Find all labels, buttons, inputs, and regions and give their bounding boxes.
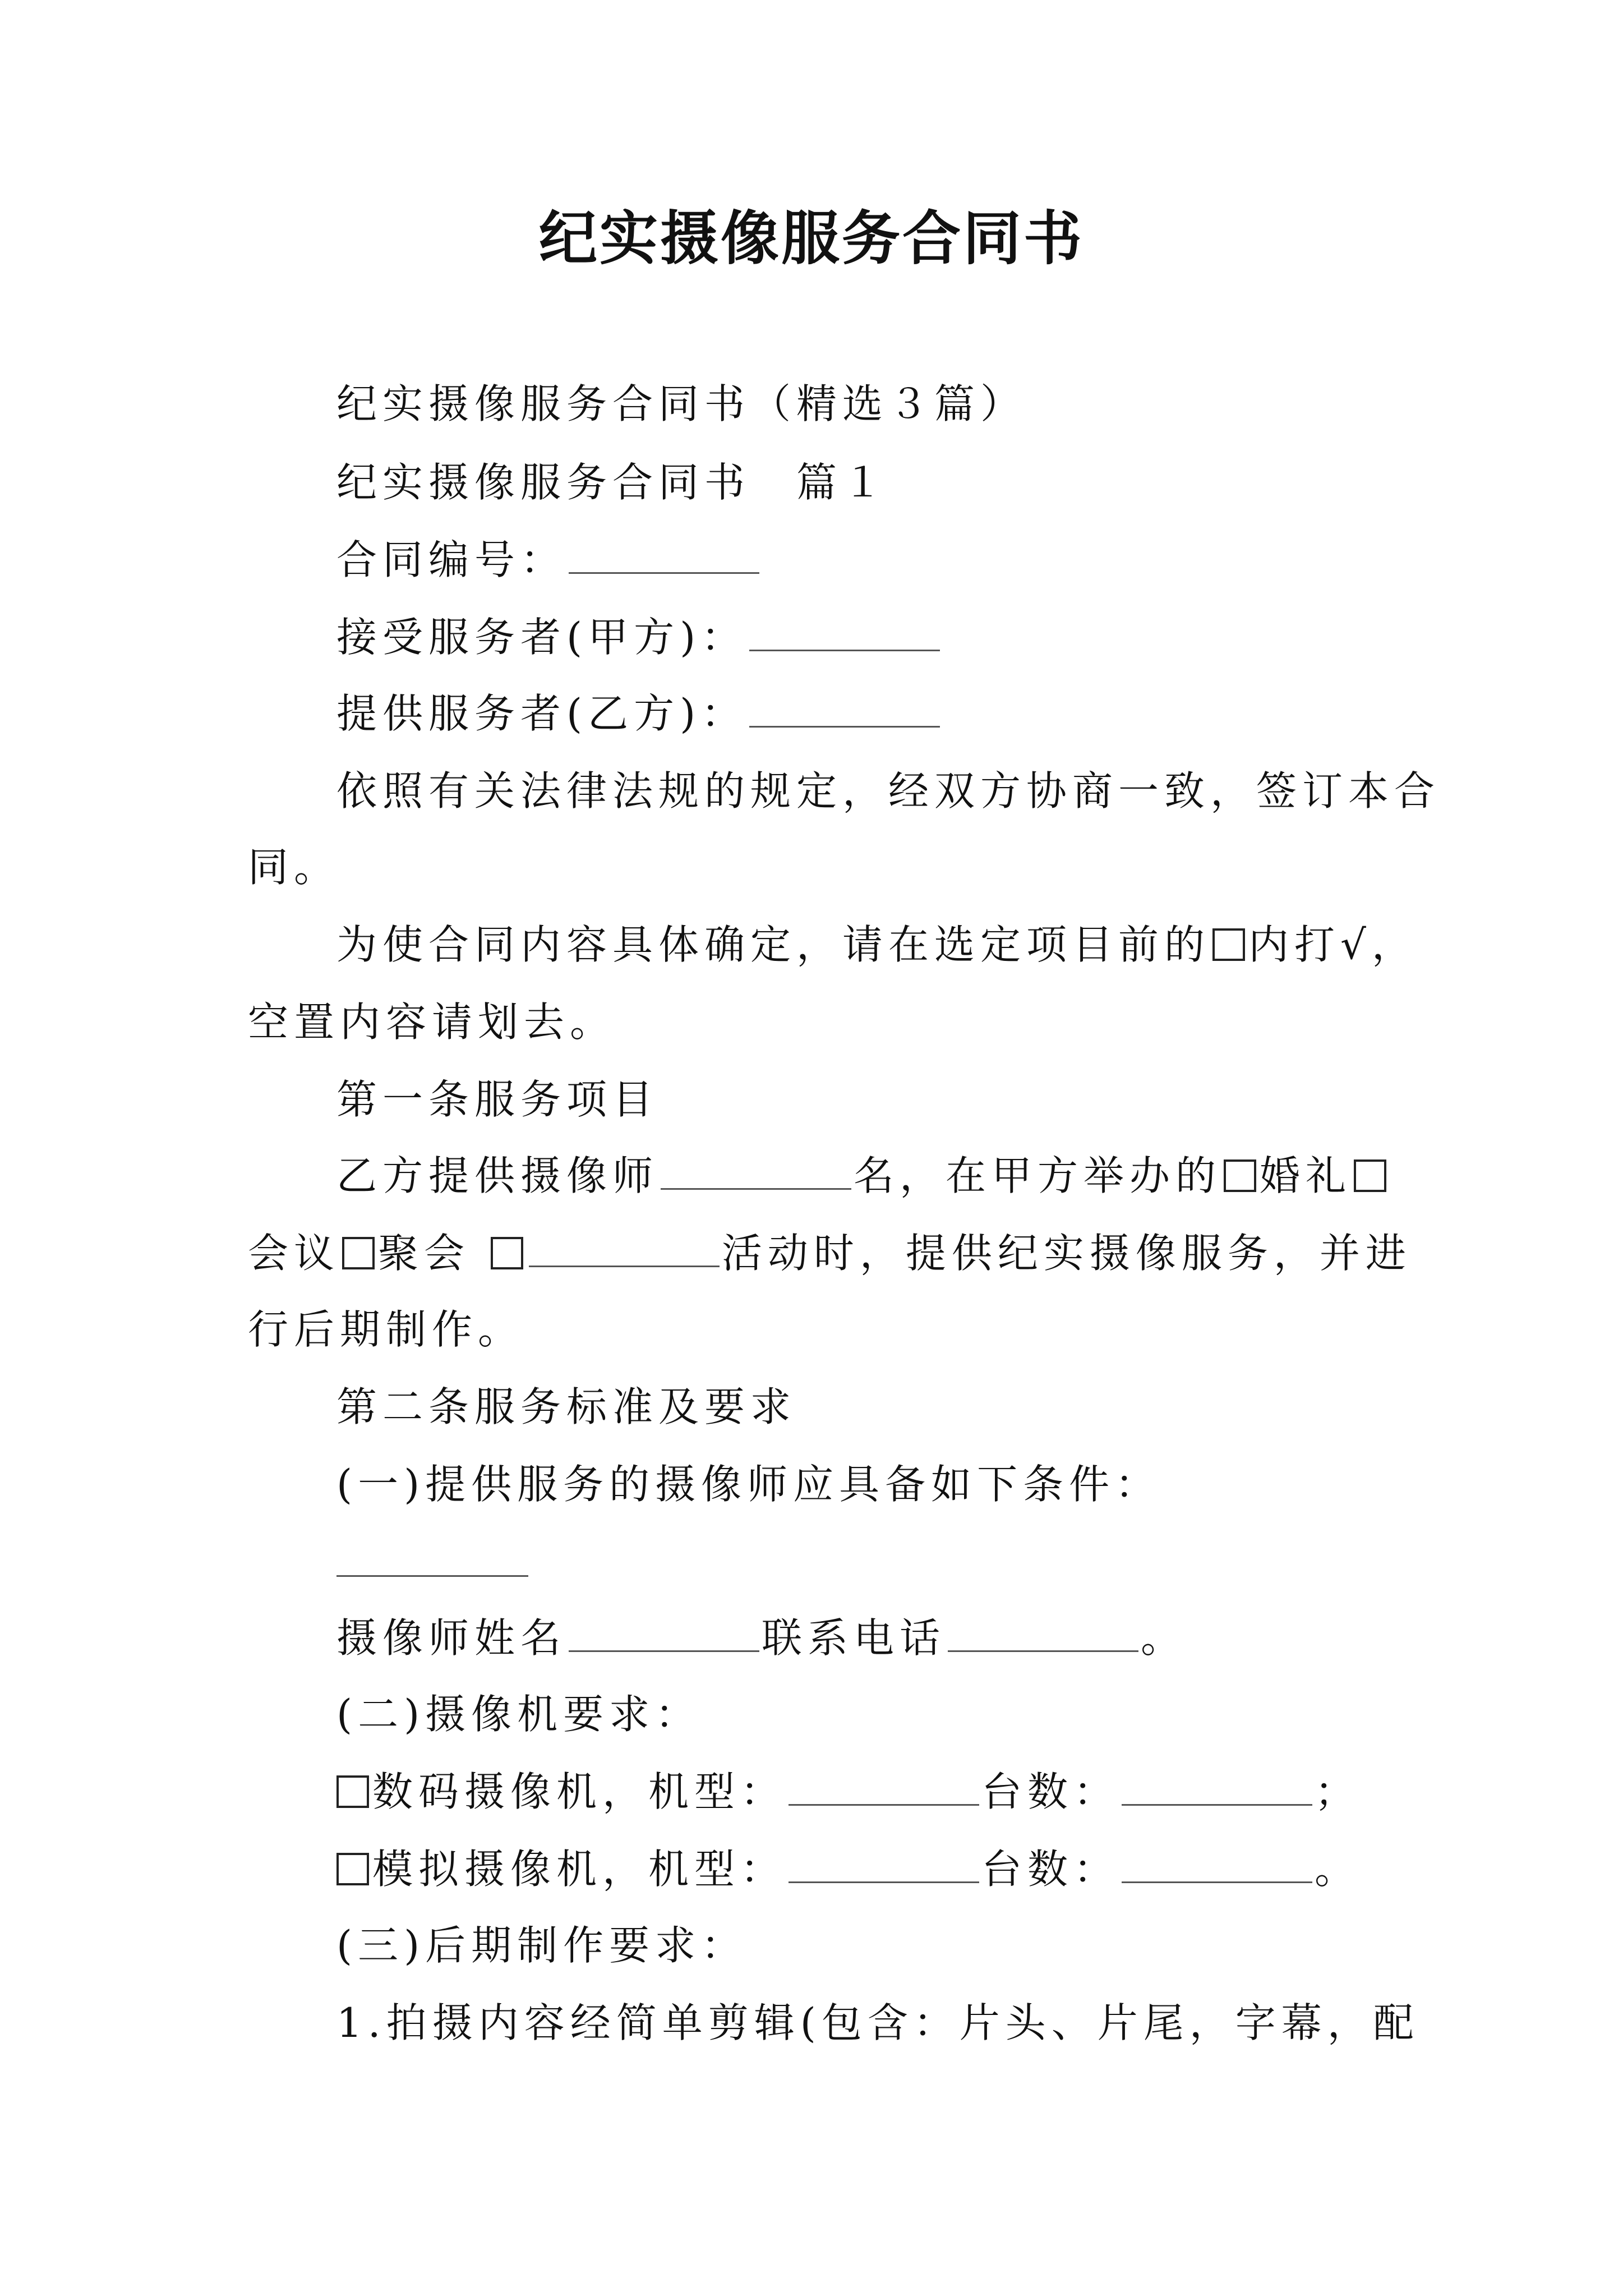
post-item-1-text: 1.拍摄内容经简单剪辑(包含：片头、片尾，字幕，配: [336, 1999, 1419, 2046]
instruction-text-2: 空置内容请划去。: [248, 999, 616, 1046]
digital-count-label: 台数：: [981, 1768, 1120, 1815]
contact-phone-label: 联系电话: [762, 1614, 946, 1662]
analog-camera-checkbox[interactable]: [336, 1853, 369, 1885]
article-1-line-1: [336, 1148, 1390, 1204]
item-3-text: (三)后期制作要求：: [336, 1922, 748, 1969]
photographer-name-label: 摄像师姓名: [336, 1614, 567, 1662]
analog-camera-line: [336, 1841, 1361, 1897]
document-title: 纪实摄像服务合同书: [538, 204, 1084, 273]
article-1-text-1b: 名，在甲方举办的: [854, 1152, 1222, 1199]
analog-count-blank[interactable]: [1122, 1877, 1312, 1883]
post-production-item-1: [336, 1995, 1419, 2051]
analog-model-blank[interactable]: [789, 1877, 979, 1883]
digital-camera-line: [336, 1764, 1361, 1820]
instruction-text-1a: 为使合同内容具体确定，请在选定项目前的: [336, 921, 1211, 968]
photographer-name-blank[interactable]: [569, 1646, 759, 1652]
article-2-heading-text: 第二条服务标准及要求: [336, 1383, 797, 1430]
analog-count-label: 台数：: [981, 1846, 1120, 1893]
party-a-blank[interactable]: [749, 645, 940, 651]
wedding-checkbox[interactable]: [1224, 1159, 1256, 1192]
party-a-line: [336, 609, 942, 665]
article-2-heading: [336, 1379, 796, 1435]
preamble-text-2: 同。: [248, 844, 340, 891]
article-1-heading-text: 第一条服务项目: [336, 1076, 659, 1123]
contact-phone-blank[interactable]: [948, 1646, 1138, 1652]
item-2-line: [336, 1686, 701, 1742]
contract-number-line: [336, 532, 762, 588]
digital-count-blank[interactable]: [1122, 1800, 1312, 1806]
other-activity-blank[interactable]: [529, 1261, 720, 1267]
preamble-text-1: 依照有关法律法规的规定，经双方协商一致，签订本合: [336, 767, 1441, 815]
section-heading-text: 纪实摄像服务合同书 篇１: [336, 459, 889, 506]
digital-model-blank[interactable]: [789, 1800, 979, 1806]
item-1-text: (一)提供服务的摄像师应具备如下条件：: [336, 1461, 1161, 1508]
party-b-line: [336, 685, 942, 742]
subtitle: [336, 376, 1026, 432]
party-b-label: 提供服务者(乙方)：: [336, 690, 748, 737]
article-1-text-1a: 乙方提供摄像师: [336, 1152, 659, 1199]
preamble-line-1: [336, 763, 1440, 819]
semicolon: ；: [1315, 1768, 1361, 1815]
article-1-line-2: [248, 1225, 1412, 1281]
photographer-count-blank[interactable]: [661, 1184, 851, 1190]
preamble-line-2: [248, 839, 340, 895]
instruction-line-2: [248, 994, 616, 1050]
instruction-line-1: [336, 917, 1418, 973]
checkbox-icon: [1212, 928, 1245, 961]
subtitle-text: 纪实摄像服务合同书（精选３篇）: [336, 380, 1027, 427]
period-2: 。: [1315, 1846, 1361, 1893]
conditions-blank[interactable]: [336, 1575, 528, 1577]
contract-number-blank[interactable]: [569, 568, 759, 574]
digital-camera-checkbox[interactable]: [336, 1775, 369, 1808]
item-1-line: [336, 1456, 1161, 1512]
wedding-label: 婚礼: [1260, 1152, 1352, 1199]
gathering-label: 聚会: [378, 1230, 488, 1277]
gathering-checkbox[interactable]: [342, 1237, 375, 1269]
article-1-text-3: 行后期制作。: [248, 1306, 524, 1353]
section-heading: [336, 454, 888, 510]
photographer-info-line: [336, 1610, 1187, 1666]
party-a-label: 接受服务者(甲方)：: [336, 614, 748, 661]
meeting-checkbox[interactable]: [1354, 1159, 1386, 1192]
digital-camera-label: 数码摄像机，机型：: [372, 1768, 787, 1815]
article-1-text-2c: 活动时，提供纪实摄像服务，并进: [721, 1230, 1412, 1277]
item-2-text: (二)摄像机要求：: [336, 1691, 702, 1738]
analog-camera-label: 模拟摄像机，机型：: [372, 1846, 787, 1893]
instruction-text-1b: 内打√，: [1248, 921, 1418, 968]
item-3-line: [336, 1917, 747, 1973]
article-1-line-3: [248, 1301, 524, 1358]
meeting-label: 会议: [248, 1230, 340, 1277]
article-1-heading: [336, 1071, 658, 1128]
period-1: 。: [1141, 1614, 1187, 1662]
other-activity-checkbox[interactable]: [491, 1237, 523, 1269]
contract-number-label: 合同编号：: [336, 536, 567, 583]
party-b-blank[interactable]: [749, 721, 940, 728]
